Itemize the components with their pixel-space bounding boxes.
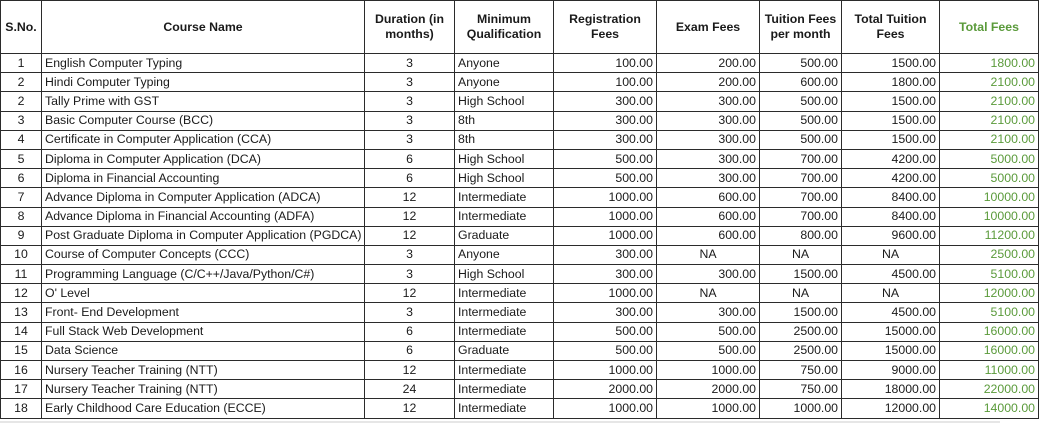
cell-tuition-per-month: 1500.00 bbox=[760, 265, 842, 284]
cell-total-tuition: 9000.00 bbox=[842, 361, 940, 380]
table-row bbox=[1, 245, 1039, 264]
cell-exam-fees: 200.00 bbox=[657, 73, 760, 92]
cell-tuition-per-month: 700.00 bbox=[760, 169, 842, 188]
cell-course-name: Data Science bbox=[42, 341, 365, 360]
cell-duration: 12 bbox=[365, 207, 455, 226]
cell-course-name: Full Stack Web Development bbox=[42, 322, 365, 341]
cell-duration: 6 bbox=[365, 149, 455, 168]
cell-tuition-per-month: 500.00 bbox=[760, 111, 842, 130]
cell-exam-fees: 300.00 bbox=[657, 92, 760, 111]
cell-exam-fees: 300.00 bbox=[657, 265, 760, 284]
cell-course-name: Diploma in Computer Application (DCA) bbox=[42, 149, 365, 168]
cell-total-fees: 2100.00 bbox=[940, 92, 1039, 111]
cell-sno: 8 bbox=[1, 207, 42, 226]
table-row bbox=[1, 73, 1039, 92]
cell-exam-fees: 300.00 bbox=[657, 149, 760, 168]
table-row bbox=[1, 130, 1039, 149]
cell-tuition-per-month: 750.00 bbox=[760, 380, 842, 399]
cell-total-fees: 11000.00 bbox=[940, 361, 1039, 380]
cell-tuition-per-month: 2500.00 bbox=[760, 322, 842, 341]
cell-exam-fees: 300.00 bbox=[657, 111, 760, 130]
cell-duration: 3 bbox=[365, 245, 455, 264]
cell-qualification: Anyone bbox=[455, 54, 554, 73]
cell-sno: 14 bbox=[1, 322, 42, 341]
cell-exam-fees: 1000.00 bbox=[657, 399, 760, 418]
cell-total-tuition: NA bbox=[842, 284, 940, 303]
cell-qualification: High School bbox=[455, 169, 554, 188]
cell-course-name: Basic Computer Course (BCC) bbox=[42, 111, 365, 130]
col-header-qualification: Minimum Qualification bbox=[455, 1, 554, 54]
cell-qualification: Intermediate bbox=[455, 207, 554, 226]
cell-qualification: Intermediate bbox=[455, 380, 554, 399]
cell-tuition-per-month: 500.00 bbox=[760, 54, 842, 73]
col-header-duration: Duration (in months) bbox=[365, 1, 455, 54]
cell-total-tuition: 4500.00 bbox=[842, 265, 940, 284]
cell-tuition-per-month: 1500.00 bbox=[760, 303, 842, 322]
cell-course-name: Diploma in Financial Accounting bbox=[42, 169, 365, 188]
cell-course-name: Nursery Teacher Training (NTT) bbox=[42, 361, 365, 380]
cell-duration: 12 bbox=[365, 188, 455, 207]
table-row bbox=[1, 284, 1039, 303]
cell-sno: 5 bbox=[1, 149, 42, 168]
cell-total-fees: 5100.00 bbox=[940, 265, 1039, 284]
cell-course-name: English Computer Typing bbox=[42, 54, 365, 73]
cell-exam-fees: NA bbox=[657, 245, 760, 264]
cell-total-fees: 12000.00 bbox=[940, 284, 1039, 303]
cell-total-fees: 14000.00 bbox=[940, 399, 1039, 418]
cell-qualification: Intermediate bbox=[455, 284, 554, 303]
cell-qualification: Anyone bbox=[455, 245, 554, 264]
col-header-sno: S.No. bbox=[1, 1, 42, 54]
cell-registration-fees: 500.00 bbox=[554, 322, 657, 341]
cell-tuition-per-month: NA bbox=[760, 245, 842, 264]
cell-tuition-per-month: 700.00 bbox=[760, 149, 842, 168]
cell-total-fees: 5000.00 bbox=[940, 169, 1039, 188]
cell-duration: 3 bbox=[365, 130, 455, 149]
table-row bbox=[1, 303, 1039, 322]
cell-total-tuition: 8400.00 bbox=[842, 207, 940, 226]
cell-exam-fees: 200.00 bbox=[657, 54, 760, 73]
cell-total-fees: 22000.00 bbox=[940, 380, 1039, 399]
col-header-registration-fees: Registration Fees bbox=[554, 1, 657, 54]
cell-tuition-per-month: NA bbox=[760, 284, 842, 303]
cell-total-fees: 1800.00 bbox=[940, 54, 1039, 73]
col-header-tuition-per-month: Tuition Fees per month bbox=[760, 1, 842, 54]
cell-qualification: High School bbox=[455, 265, 554, 284]
cell-total-tuition: 1500.00 bbox=[842, 111, 940, 130]
cell-exam-fees: 500.00 bbox=[657, 341, 760, 360]
cell-duration: 12 bbox=[365, 361, 455, 380]
cell-sno: 18 bbox=[1, 399, 42, 418]
cell-registration-fees: 2000.00 bbox=[554, 380, 657, 399]
cell-course-name: Programming Language (C/C++/Java/Python/C#) bbox=[42, 265, 365, 284]
cell-registration-fees: 1000.00 bbox=[554, 226, 657, 245]
cell-exam-fees: NA bbox=[657, 284, 760, 303]
cell-course-name: O' Level bbox=[42, 284, 365, 303]
cell-duration: 3 bbox=[365, 303, 455, 322]
cell-tuition-per-month: 1000.00 bbox=[760, 399, 842, 418]
cell-sno: 1 bbox=[1, 54, 42, 73]
cell-duration: 3 bbox=[365, 92, 455, 111]
cell-total-tuition: 4200.00 bbox=[842, 149, 940, 168]
cell-qualification: Intermediate bbox=[455, 303, 554, 322]
cell-qualification: Anyone bbox=[455, 73, 554, 92]
cell-total-tuition: 4500.00 bbox=[842, 303, 940, 322]
cell-duration: 3 bbox=[365, 265, 455, 284]
cell-sno: 11 bbox=[1, 265, 42, 284]
cell-total-fees: 10000.00 bbox=[940, 207, 1039, 226]
cell-registration-fees: 300.00 bbox=[554, 130, 657, 149]
cell-sno: 13 bbox=[1, 303, 42, 322]
cell-course-name: Post Graduate Diploma in Computer Application (PGDCA) bbox=[42, 226, 365, 245]
table-row bbox=[1, 92, 1039, 111]
cell-total-tuition: 12000.00 bbox=[842, 399, 940, 418]
cell-registration-fees: 300.00 bbox=[554, 92, 657, 111]
cell-registration-fees: 500.00 bbox=[554, 169, 657, 188]
cell-total-fees: 2100.00 bbox=[940, 111, 1039, 130]
table-row bbox=[1, 54, 1039, 73]
cell-qualification: Intermediate bbox=[455, 399, 554, 418]
cell-qualification: Intermediate bbox=[455, 361, 554, 380]
cell-total-fees: 2500.00 bbox=[940, 245, 1039, 264]
cell-registration-fees: 1000.00 bbox=[554, 284, 657, 303]
cell-qualification: High School bbox=[455, 149, 554, 168]
cell-tuition-per-month: 500.00 bbox=[760, 130, 842, 149]
cell-tuition-per-month: 500.00 bbox=[760, 92, 842, 111]
cell-tuition-per-month: 2500.00 bbox=[760, 341, 842, 360]
table-row bbox=[1, 380, 1039, 399]
table-row bbox=[1, 149, 1039, 168]
cell-total-tuition: 1500.00 bbox=[842, 130, 940, 149]
cell-course-name: Tally Prime with GST bbox=[42, 92, 365, 111]
cell-total-fees: 11200.00 bbox=[940, 226, 1039, 245]
cell-duration: 12 bbox=[365, 284, 455, 303]
cell-total-tuition: 4200.00 bbox=[842, 169, 940, 188]
cell-sno: 16 bbox=[1, 361, 42, 380]
cell-sno: 15 bbox=[1, 341, 42, 360]
cell-registration-fees: 300.00 bbox=[554, 245, 657, 264]
cell-duration: 6 bbox=[365, 169, 455, 188]
cell-total-tuition: 8400.00 bbox=[842, 188, 940, 207]
cell-registration-fees: 1000.00 bbox=[554, 207, 657, 226]
cell-exam-fees: 600.00 bbox=[657, 207, 760, 226]
cell-course-name: Advance Diploma in Computer Application (ADCA) bbox=[42, 188, 365, 207]
cell-tuition-per-month: 750.00 bbox=[760, 361, 842, 380]
cell-qualification: 8th bbox=[455, 111, 554, 130]
cell-duration: 3 bbox=[365, 73, 455, 92]
cell-duration: 24 bbox=[365, 380, 455, 399]
cell-registration-fees: 300.00 bbox=[554, 265, 657, 284]
cell-total-tuition: 1500.00 bbox=[842, 92, 940, 111]
cell-duration: 12 bbox=[365, 399, 455, 418]
cell-total-fees: 5000.00 bbox=[940, 149, 1039, 168]
cell-registration-fees: 500.00 bbox=[554, 149, 657, 168]
table-row bbox=[1, 188, 1039, 207]
cell-course-name: Nursery Teacher Training (NTT) bbox=[42, 380, 365, 399]
cell-exam-fees: 300.00 bbox=[657, 169, 760, 188]
cell-registration-fees: 100.00 bbox=[554, 54, 657, 73]
cell-qualification: Graduate bbox=[455, 341, 554, 360]
cell-registration-fees: 100.00 bbox=[554, 73, 657, 92]
cell-tuition-per-month: 600.00 bbox=[760, 73, 842, 92]
cell-course-name: Early Childhood Care Education (ECCE) bbox=[42, 399, 365, 418]
col-header-total-fees: Total Fees bbox=[940, 1, 1039, 54]
cell-sno: 2 bbox=[1, 92, 42, 111]
cell-course-name: Course of Computer Concepts (CCC) bbox=[42, 245, 365, 264]
col-header-total-tuition: Total Tuition Fees bbox=[842, 1, 940, 54]
table-row bbox=[1, 265, 1039, 284]
cell-course-name: Advance Diploma in Financial Accounting (ADFA) bbox=[42, 207, 365, 226]
cell-total-fees: 5100.00 bbox=[940, 303, 1039, 322]
cell-tuition-per-month: 800.00 bbox=[760, 226, 842, 245]
table-row bbox=[1, 361, 1039, 380]
header-row bbox=[1, 1, 1039, 54]
cell-tuition-per-month: 700.00 bbox=[760, 188, 842, 207]
cell-sno: 7 bbox=[1, 188, 42, 207]
cell-qualification: High School bbox=[455, 92, 554, 111]
cell-exam-fees: 600.00 bbox=[657, 226, 760, 245]
cell-exam-fees: 1000.00 bbox=[657, 361, 760, 380]
cell-duration: 3 bbox=[365, 54, 455, 73]
cell-registration-fees: 300.00 bbox=[554, 303, 657, 322]
cell-total-tuition: NA bbox=[842, 245, 940, 264]
cell-exam-fees: 300.00 bbox=[657, 303, 760, 322]
cell-course-name: Hindi Computer Typing bbox=[42, 73, 365, 92]
cell-total-tuition: 1800.00 bbox=[842, 73, 940, 92]
table-row bbox=[1, 322, 1039, 341]
table-row bbox=[1, 111, 1039, 130]
cell-total-tuition: 9600.00 bbox=[842, 226, 940, 245]
cell-total-fees: 16000.00 bbox=[940, 322, 1039, 341]
cell-qualification: Intermediate bbox=[455, 322, 554, 341]
cell-exam-fees: 2000.00 bbox=[657, 380, 760, 399]
cell-duration: 6 bbox=[365, 341, 455, 360]
cell-qualification: 8th bbox=[455, 130, 554, 149]
cell-registration-fees: 1000.00 bbox=[554, 399, 657, 418]
col-header-course-name: Course Name bbox=[42, 1, 365, 54]
cell-course-name: Front- End Development bbox=[42, 303, 365, 322]
cell-course-name: Certificate in Computer Application (CCA) bbox=[42, 130, 365, 149]
cell-sno: 3 bbox=[1, 111, 42, 130]
col-header-exam-fees: Exam Fees bbox=[657, 1, 760, 54]
cell-sno: 17 bbox=[1, 380, 42, 399]
cell-sno: 12 bbox=[1, 284, 42, 303]
cell-exam-fees: 600.00 bbox=[657, 188, 760, 207]
cell-duration: 3 bbox=[365, 111, 455, 130]
cell-total-tuition: 18000.00 bbox=[842, 380, 940, 399]
cell-registration-fees: 300.00 bbox=[554, 111, 657, 130]
cell-sno: 6 bbox=[1, 169, 42, 188]
cell-total-fees: 16000.00 bbox=[940, 341, 1039, 360]
table-row bbox=[1, 169, 1039, 188]
cell-qualification: Intermediate bbox=[455, 188, 554, 207]
table-row bbox=[1, 341, 1039, 360]
cell-sno: 2 bbox=[1, 73, 42, 92]
cell-sno: 9 bbox=[1, 226, 42, 245]
cell-total-fees: 10000.00 bbox=[940, 188, 1039, 207]
cell-total-tuition: 15000.00 bbox=[842, 341, 940, 360]
cell-registration-fees: 1000.00 bbox=[554, 361, 657, 380]
cell-total-fees: 2100.00 bbox=[940, 130, 1039, 149]
cell-exam-fees: 500.00 bbox=[657, 322, 760, 341]
cell-tuition-per-month: 700.00 bbox=[760, 207, 842, 226]
cell-duration: 12 bbox=[365, 226, 455, 245]
cell-registration-fees: 1000.00 bbox=[554, 188, 657, 207]
cell-sno: 4 bbox=[1, 130, 42, 149]
cell-total-tuition: 15000.00 bbox=[842, 322, 940, 341]
cell-exam-fees: 300.00 bbox=[657, 130, 760, 149]
table-row bbox=[1, 399, 1039, 418]
cell-registration-fees: 500.00 bbox=[554, 341, 657, 360]
cell-duration: 6 bbox=[365, 322, 455, 341]
cell-total-fees: 2100.00 bbox=[940, 73, 1039, 92]
cell-sno: 10 bbox=[1, 245, 42, 264]
table-row bbox=[1, 207, 1039, 226]
table-row bbox=[1, 226, 1039, 245]
cell-total-tuition: 1500.00 bbox=[842, 54, 940, 73]
cell-qualification: Graduate bbox=[455, 226, 554, 245]
